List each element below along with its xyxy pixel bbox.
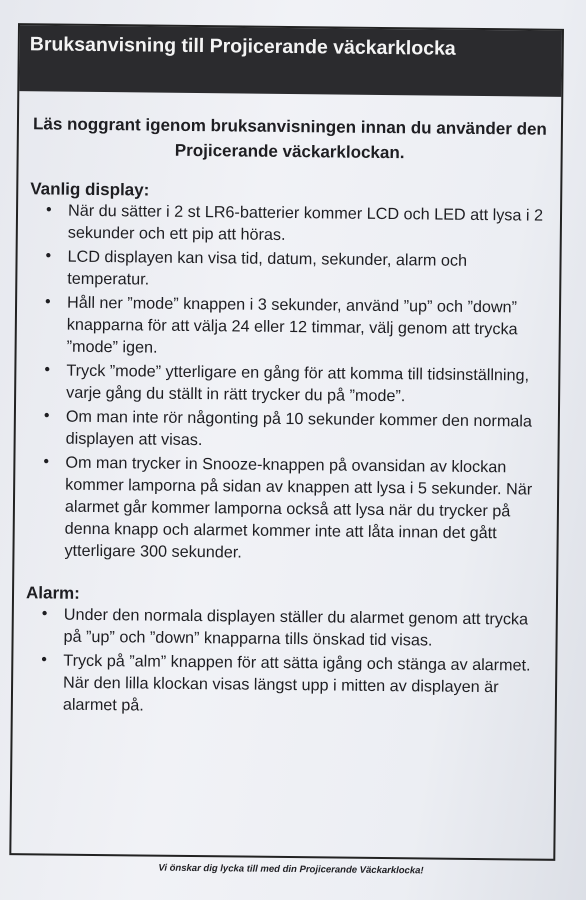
list-item [46, 199, 552, 248]
bullet-icon: • [45, 247, 52, 265]
list-item [42, 451, 549, 566]
bullet-icon: • [43, 453, 50, 471]
bullet-icon: • [43, 407, 50, 425]
page-title: Bruksanvisning till Projicerande väckarklocka [19, 25, 562, 97]
list-item-text: Tryck ”mode” ytterligare en gång för att komma till tidsinställning, varje gång du ställt in rätt trycker du på ”mode”. [66, 361, 530, 406]
footer-note: Vi önskar dig lycka till med din Projicerande Väckarklocka! [158, 862, 424, 877]
bullet-icon: • [45, 201, 52, 219]
list-item [44, 405, 550, 454]
list-item [45, 245, 551, 294]
bullet-icon: • [45, 293, 51, 311]
alarm-instructions-list [13, 603, 556, 721]
list-item-text: När du sätter i 2 st LR6-batterier kommer LCD och LED att lysa i 2 sekunder och ett pip att höras. [67, 201, 544, 244]
list-item-text: Om man trycker in Snooze-knappen på ovansidan av klockan kommer lamporna på sidan av knappen att lysa i 5 sekunder. När alarmet går kommer lamporna också att lysa när du trycker på denna knapp och alarmet kommer inte att låta innan det gått ytterligare 300 sekunder. [64, 453, 533, 562]
list-item-text: Om man inte rör någonting på 10 sekunder kommer den normala displayen att visas. [65, 407, 533, 450]
instruction-frame [9, 23, 564, 861]
list-item-text: LCD displayen kan visa tid, datum, sekunder, alarm och temperatur. [67, 247, 468, 289]
list-item [41, 603, 547, 652]
list-item [41, 649, 548, 720]
section-heading-display: Vanlig display: [30, 179, 150, 200]
bullet-icon: • [44, 361, 51, 379]
section-heading-alarm: Alarm: [25, 583, 81, 603]
intro-text: Läs noggrant igenom bruksanvisningen innan du använder den Projicerande väckarklockan. [32, 114, 547, 163]
list-item-text: Under den normala displayen ställer du alarmet genom att trycka på ”up” och ”down” knapparna tills önskad tid visas. [63, 605, 529, 650]
display-instructions-list [14, 199, 560, 567]
list-item-text: Håll ner ”mode” knappen i 3 sekunder, använd ”up” och ”down” knapparna för att välja 24 eller 12 timmar, välj genom att trycka ”mode” igen. [66, 293, 518, 357]
list-item-text: Tryck på ”alm” knappen för att sätta igång och stänga av alarmet. När den lilla klockan visas längst upp i mitten av displayen är alarmet på. [62, 651, 531, 715]
list-item [45, 291, 552, 362]
list-item [44, 359, 550, 408]
bullet-icon: • [41, 605, 48, 623]
bullet-icon: • [41, 651, 48, 669]
